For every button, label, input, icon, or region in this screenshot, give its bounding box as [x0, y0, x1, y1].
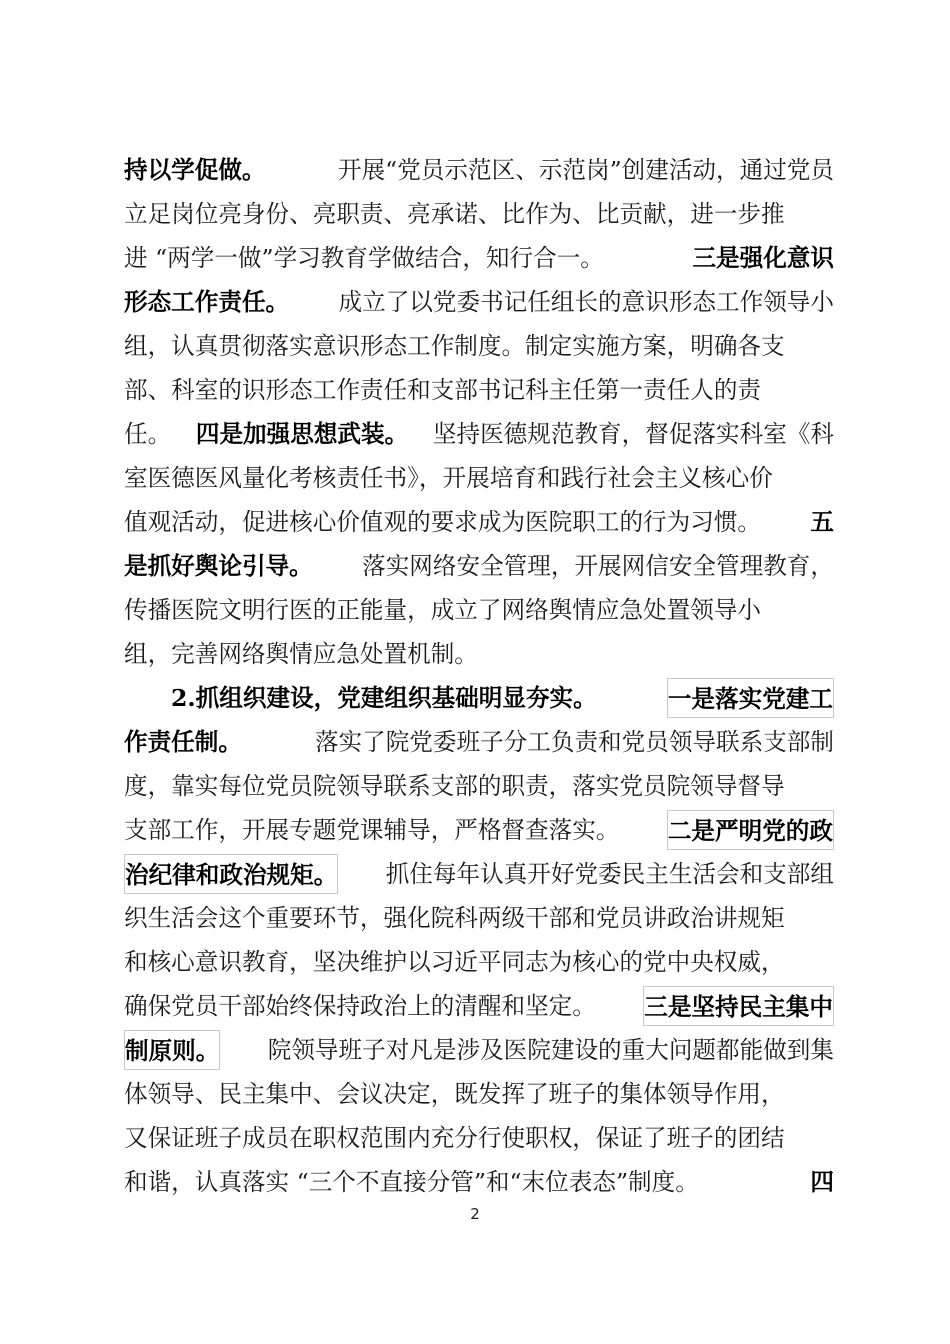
text-line: 治纪律和政治规矩。 抓住每年认真开好党委民主生活会和支部组 — [124, 854, 834, 894]
page-number: 2 — [470, 1205, 480, 1223]
text-line: 部、科室的识形态工作责任和支部书记科主任第一责任人的责 — [124, 376, 762, 404]
section-heading-line: 2.抓组织建设，党建组织基础明显夯实。 一是落实党建工 — [171, 678, 834, 718]
text-line: 组，认真贯彻落实意识形态工作制度。制定实施方案，明确各支 — [124, 332, 785, 360]
text-line: 组，完善网络舆情应急处置机制。 — [124, 640, 478, 668]
text-line: 传播医院文明行医的正能量，成立了网络舆情应急处置领导小 — [124, 596, 762, 624]
text-line: 又保证班子成员在职权范围内充分行使职权，保证了班子的团结 — [124, 1124, 785, 1152]
text-line: 作责任制。 落实了院党委班子分工负责和党员领导联系支部制 — [124, 728, 834, 756]
text-line: 值观活动，促进核心价值观的要求成为医院职工的行为习惯。 五 — [124, 508, 834, 536]
text-line: 是抓好舆论引导。 落实网络安全管理，开展网信安全管理教育， — [124, 552, 834, 580]
text-line: 制原则。 院领导班子对凡是涉及医院建设的重大问题都能做到集 — [124, 1030, 834, 1070]
text-line: 度，靠实每位党员院领导联系支部的职责，落实党员院领导督导 — [124, 772, 785, 800]
text-line: 任。 四是加强思想武装。 坚持医德规范教育，督促落实科室《科 — [124, 420, 834, 448]
text-line: 支部工作，开展专题党课辅导，严格督查落实。 二是严明党的政 — [124, 810, 834, 850]
text-line: 进 “两学一做”学习教育学做结合，知行合一。 三是强化意识 — [124, 244, 834, 272]
text-line: 室医德医风量化考核责任书》，开展培育和践行社会主义核心价 — [124, 464, 773, 492]
text-line: 形态工作责任。 成立了以党委书记任组长的意识形态工作领导小 — [124, 288, 834, 316]
text-line: 和谐，认真落实 “三个不直接分管”和“末位表态”制度。 四 — [124, 1168, 834, 1196]
text-line: 织生活会这个重要环节，强化院科两级干部和党员讲政治讲规矩 — [124, 904, 785, 932]
text-line: 确保党员干部始终保持政治上的清醒和坚定。 三是坚持民主集中 — [124, 986, 834, 1026]
text-line: 持以学促做。 开展“党员示范区、示范岗”创建活动，通过党员 — [124, 156, 834, 184]
text-line: 和核心意识教育，坚决维护以习近平同志为核心的党中央权威， — [124, 948, 785, 976]
text-line: 体领导、民主集中、会议决定，既发挥了班子的集体领导作用， — [124, 1080, 785, 1108]
text-line: 立足岗位亮身份、亮职责、亮承诺、比作为、比贡献，进一步推 — [124, 200, 785, 228]
